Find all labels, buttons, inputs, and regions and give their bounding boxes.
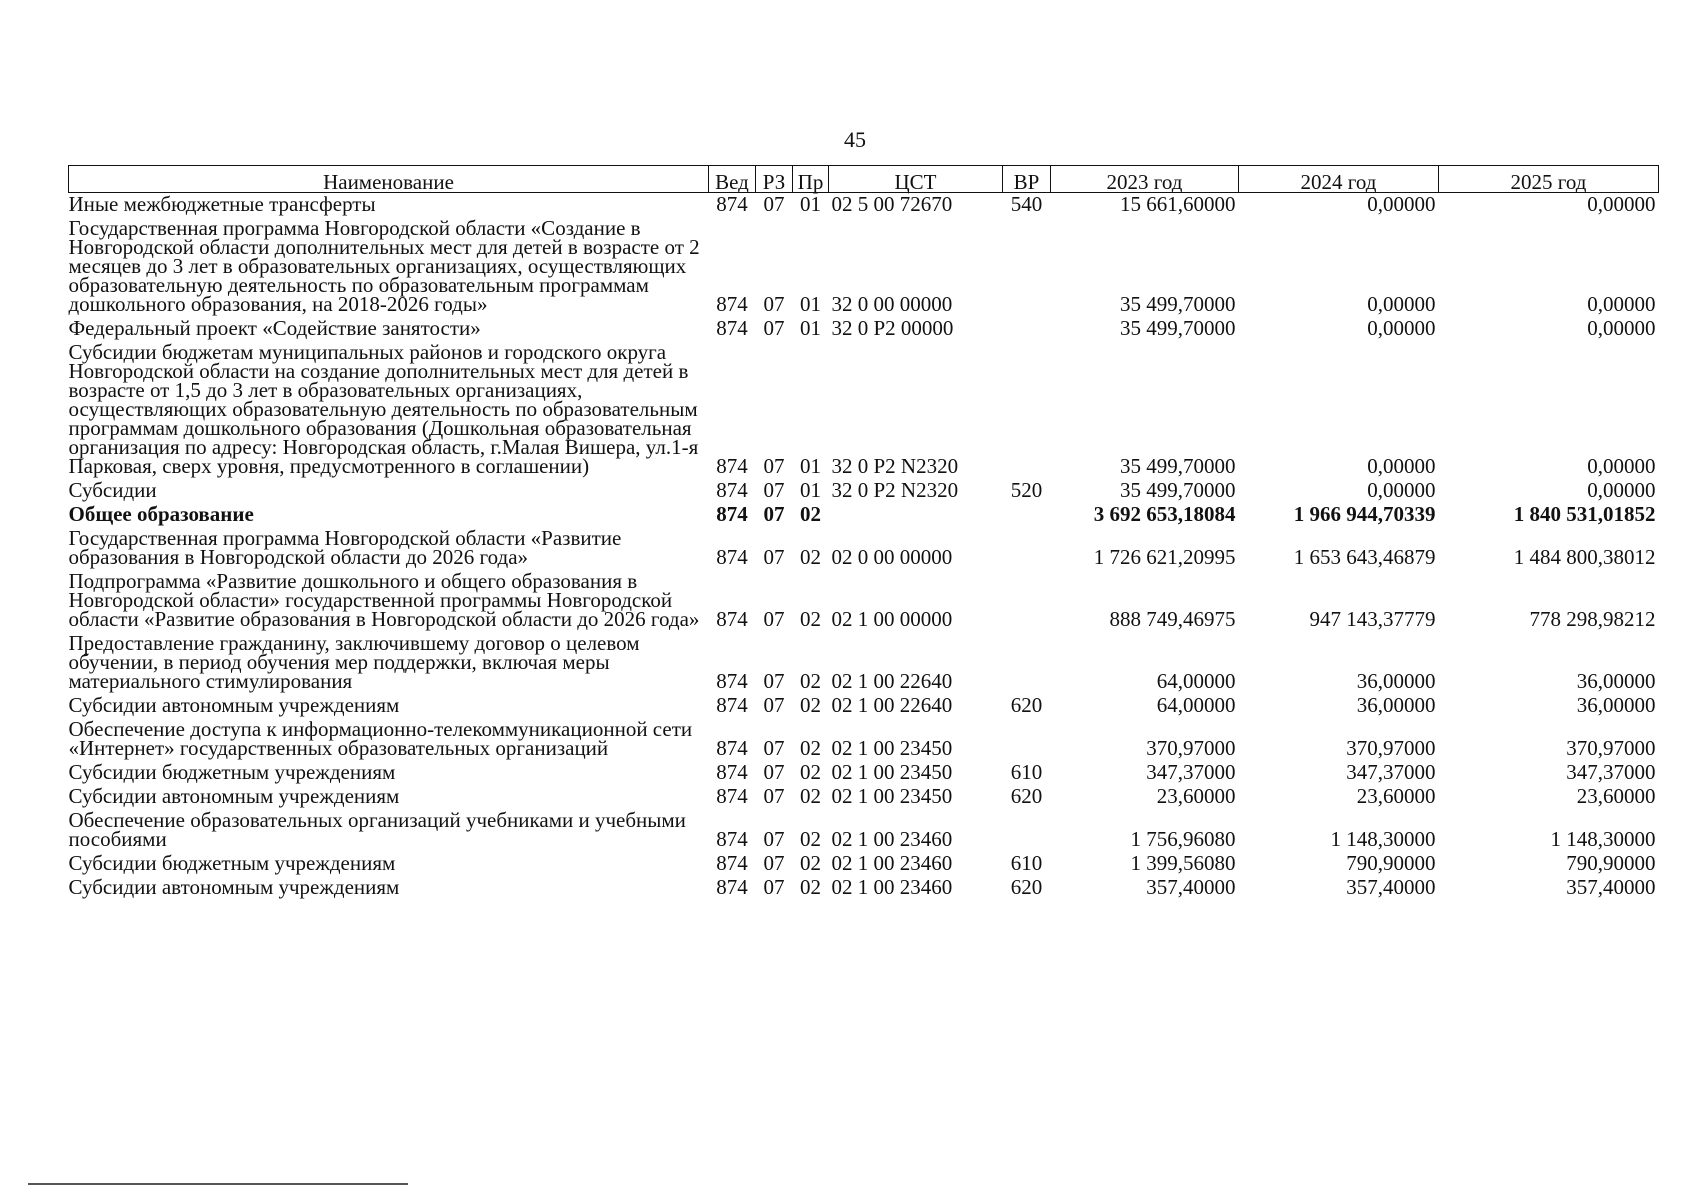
row-ved: 874	[716, 851, 748, 875]
row-name: Иные межбюджетные трансферты	[68, 192, 376, 216]
row-value-2024: 36,00000	[1356, 669, 1436, 693]
row-value-2025: 347,37000	[1566, 760, 1656, 784]
row-value-2024: 1 966 944,70339	[1293, 502, 1436, 526]
row-name: Государственная программа Новгородской области «Создание в Новгородской области дополнительных мест для детей в возрасте от 2 месяцев до 3 лет в образовательных организациях, осуществляющих образовательную деятельность по образовательным программам дошкольного образования, на 2018-2026 годы»	[68, 216, 700, 316]
row-pr: 02	[800, 607, 821, 631]
row-rz: 07	[763, 454, 785, 478]
row-name: Обеспечение доступа к информационно-телекоммуникационной сети «Интернет» государственных образовательных организаций	[68, 717, 693, 760]
row-value-2023: 64,00000	[1156, 669, 1236, 693]
row-cst: 02 1 00 23450	[831, 784, 953, 808]
table-row	[69, 570, 1659, 632]
row-ved: 874	[716, 607, 748, 631]
row-name: Субсидии автономным учреждениям	[68, 784, 400, 808]
row-cst: 32 0 P2 N2320	[831, 478, 959, 502]
row-ved: 874	[716, 669, 748, 693]
row-rz: 07	[763, 292, 785, 316]
row-value-2024: 0,00000	[1367, 316, 1436, 340]
row-rz: 07	[763, 736, 785, 760]
row-cst: 02 5 00 72670	[831, 192, 953, 216]
row-ved: 874	[716, 784, 748, 808]
row-value-2025: 1 484 800,38012	[1513, 545, 1656, 569]
row-pr: 02	[800, 736, 821, 760]
row-rz: 07	[763, 316, 785, 340]
row-pr: 02	[800, 669, 821, 693]
row-value-2023: 35 499,70000	[1120, 316, 1236, 340]
row-pr: 01	[800, 316, 821, 340]
row-vr: 540	[1010, 192, 1043, 216]
row-name: Общее образование	[68, 502, 254, 526]
row-value-2024: 370,97000	[1346, 736, 1436, 760]
row-value-2023: 347,37000	[1146, 760, 1236, 784]
row-cst	[829, 503, 1003, 527]
row-ved: 874	[716, 478, 748, 502]
row-vr: 620	[1010, 784, 1043, 808]
row-value-2025: 0,00000	[1587, 192, 1656, 216]
row-vr	[1003, 632, 1051, 694]
row-name: Субсидии	[68, 478, 157, 502]
row-value-2023: 370,97000	[1146, 736, 1236, 760]
row-rz: 07	[763, 784, 785, 808]
row-value-2025: 1 840 531,01852	[1513, 502, 1656, 526]
budget-table	[68, 165, 1659, 900]
row-rz: 07	[763, 478, 785, 502]
row-vr	[1003, 570, 1051, 632]
row-value-2023: 1 399,56080	[1130, 851, 1236, 875]
table-row	[69, 193, 1659, 218]
row-rz: 07	[763, 693, 785, 717]
row-value-2025: 790,90000	[1566, 851, 1656, 875]
row-value-2023: 1 756,96080	[1130, 827, 1236, 851]
row-pr: 01	[800, 478, 821, 502]
row-value-2023: 64,00000	[1156, 693, 1236, 717]
row-pr: 01	[800, 454, 821, 478]
row-vr: 520	[1010, 478, 1043, 502]
row-name: Федеральный проект «Содействие занятости»	[68, 316, 481, 340]
table-row	[69, 876, 1659, 900]
table-row	[69, 809, 1659, 852]
row-value-2024: 1 653 643,46879	[1293, 545, 1436, 569]
row-rz: 07	[763, 192, 785, 216]
row-pr: 01	[800, 192, 821, 216]
row-ved: 874	[716, 736, 748, 760]
header-2023: 2023 год	[1051, 166, 1239, 193]
row-vr	[1003, 341, 1051, 479]
row-value-2025: 23,60000	[1576, 784, 1656, 808]
row-value-2024: 0,00000	[1367, 192, 1436, 216]
row-pr: 01	[800, 292, 821, 316]
row-name: Обеспечение образовательных организаций учебниками и учебными пособиями	[68, 808, 686, 851]
row-cst: 02 1 00 22640	[831, 693, 953, 717]
header-name: Наименование	[69, 166, 709, 193]
row-rz: 07	[763, 851, 785, 875]
row-value-2023: 15 661,60000	[1120, 192, 1236, 216]
row-value-2024: 36,00000	[1356, 693, 1436, 717]
row-vr	[1003, 527, 1051, 570]
table-row	[69, 479, 1659, 503]
row-value-2024: 1 148,30000	[1330, 827, 1436, 851]
row-ved: 874	[716, 454, 748, 478]
header-vr: ВР	[1003, 166, 1051, 193]
header-cst: ЦСТ	[829, 166, 1003, 193]
row-value-2024: 0,00000	[1367, 292, 1436, 316]
row-name: Субсидии бюджетным учреждениям	[68, 851, 396, 875]
row-value-2025: 36,00000	[1576, 669, 1656, 693]
row-value-2024: 347,37000	[1346, 760, 1436, 784]
row-value-2025: 0,00000	[1587, 478, 1656, 502]
row-value-2025: 0,00000	[1587, 454, 1656, 478]
row-ved: 874	[716, 693, 748, 717]
row-name: Субсидии автономным учреждениям	[68, 875, 400, 899]
row-rz: 07	[763, 607, 785, 631]
row-rz: 07	[763, 827, 785, 851]
table-row	[69, 503, 1659, 527]
row-vr	[1003, 317, 1051, 341]
row-value-2024: 357,40000	[1346, 875, 1436, 899]
row-ved: 874	[716, 316, 748, 340]
row-ved: 874	[716, 192, 748, 216]
row-pr: 02	[800, 784, 821, 808]
row-pr: 02	[800, 693, 821, 717]
row-value-2023: 357,40000	[1146, 875, 1236, 899]
row-name: Подпрограмма «Развитие дошкольного и общего образования в Новгородской области» государственной программы Новгородской области «Развитие образования в Новгородской области до 2026 года»	[68, 569, 700, 631]
row-pr: 02	[800, 502, 821, 526]
row-rz: 07	[763, 545, 785, 569]
row-value-2025: 1 148,30000	[1550, 827, 1656, 851]
row-rz: 07	[763, 760, 785, 784]
row-value-2024: 0,00000	[1367, 478, 1436, 502]
header-2025: 2025 год	[1439, 166, 1659, 193]
table-body	[69, 193, 1659, 901]
table-row	[69, 718, 1659, 761]
row-pr: 02	[800, 875, 821, 899]
row-vr	[1003, 718, 1051, 761]
row-name: Субсидии бюджетам муниципальных районов и городского округа Новгородской области на создание дополнительных мест для детей в возрасте от 1,5 до 3 лет в образовательных организациях, осуществляющих образовательную деятельность по образовательным программам дошкольного образования (Дошкольная образовательная организация по адресу: Новгородская область, г.Малая Вишера, ул.1-я Парковая, сверх уровня, предусмотренного в соглашении)	[68, 340, 699, 478]
table-row	[69, 632, 1659, 694]
table-row	[69, 785, 1659, 809]
row-value-2023: 888 749,46975	[1109, 607, 1236, 631]
row-rz: 07	[763, 502, 785, 526]
page-number: 45	[844, 127, 866, 152]
row-cst: 02 1 00 23450	[831, 760, 953, 784]
header-ved: Вед	[709, 166, 756, 193]
row-cst: 02 1 00 23460	[831, 875, 953, 899]
row-value-2025: 370,97000	[1566, 736, 1656, 760]
row-name: Предоставление гражданину, заключившему договор о целевом обучении, в период обучения мер поддержки, включая меры материального стимулирования	[68, 631, 640, 693]
header-rz: РЗ	[756, 166, 793, 193]
row-vr	[1003, 503, 1051, 527]
table-row	[69, 852, 1659, 876]
row-ved: 874	[716, 545, 748, 569]
row-rz: 07	[763, 669, 785, 693]
row-ved: 874	[716, 875, 748, 899]
row-value-2025: 778 298,98212	[1529, 607, 1656, 631]
table-row	[69, 694, 1659, 718]
row-ved: 874	[716, 292, 748, 316]
table-row	[69, 527, 1659, 570]
row-ved: 874	[716, 827, 748, 851]
row-value-2024: 23,60000	[1356, 784, 1436, 808]
row-value-2023: 35 499,70000	[1120, 454, 1236, 478]
row-value-2024: 790,90000	[1346, 851, 1436, 875]
row-vr: 610	[1010, 760, 1043, 784]
row-rz: 07	[763, 875, 785, 899]
row-name: Субсидии автономным учреждениям	[68, 693, 400, 717]
row-vr	[1003, 217, 1051, 317]
row-cst: 02 1 00 00000	[831, 607, 953, 631]
row-name: Государственная программа Новгородской области «Развитие образования в Новгородской области до 2026 года»	[68, 526, 622, 569]
row-cst: 32 0 P2 00000	[831, 316, 954, 340]
row-cst: 02 1 00 23460	[831, 827, 953, 851]
table-row	[69, 761, 1659, 785]
row-value-2024: 0,00000	[1367, 454, 1436, 478]
row-value-2025: 357,40000	[1566, 875, 1656, 899]
row-value-2023: 23,60000	[1156, 784, 1236, 808]
row-value-2025: 0,00000	[1587, 292, 1656, 316]
row-pr: 02	[800, 545, 821, 569]
row-cst: 32 0 00 00000	[831, 292, 953, 316]
row-vr	[1003, 809, 1051, 852]
header-2024: 2024 год	[1239, 166, 1439, 193]
table-row	[69, 317, 1659, 341]
row-value-2024: 947 143,37779	[1309, 607, 1436, 631]
row-ved: 874	[716, 760, 748, 784]
row-pr: 02	[800, 827, 821, 851]
row-value-2025: 0,00000	[1587, 316, 1656, 340]
row-vr: 620	[1010, 693, 1043, 717]
row-vr: 620	[1010, 875, 1043, 899]
row-pr: 02	[800, 760, 821, 784]
row-cst: 02 1 00 23450	[831, 736, 953, 760]
row-cst: 32 0 P2 N2320	[831, 454, 959, 478]
row-name: Субсидии бюджетным учреждениям	[68, 760, 396, 784]
row-value-2025: 36,00000	[1576, 693, 1656, 717]
row-value-2023: 1 726 621,20995	[1093, 545, 1236, 569]
row-value-2023: 3 692 653,18084	[1093, 502, 1236, 526]
header-pr: Пр	[793, 166, 829, 193]
row-cst: 02 1 00 23460	[831, 851, 953, 875]
row-vr: 610	[1010, 851, 1043, 875]
row-ved: 874	[716, 502, 748, 526]
row-value-2023: 35 499,70000	[1120, 292, 1236, 316]
table-header-row	[69, 166, 1659, 193]
footer-divider	[28, 1183, 408, 1185]
table-row	[69, 341, 1659, 479]
row-pr: 02	[800, 851, 821, 875]
row-cst: 02 0 00 00000	[831, 545, 953, 569]
row-cst: 02 1 00 22640	[831, 669, 953, 693]
table-row	[69, 217, 1659, 317]
row-value-2023: 35 499,70000	[1120, 478, 1236, 502]
